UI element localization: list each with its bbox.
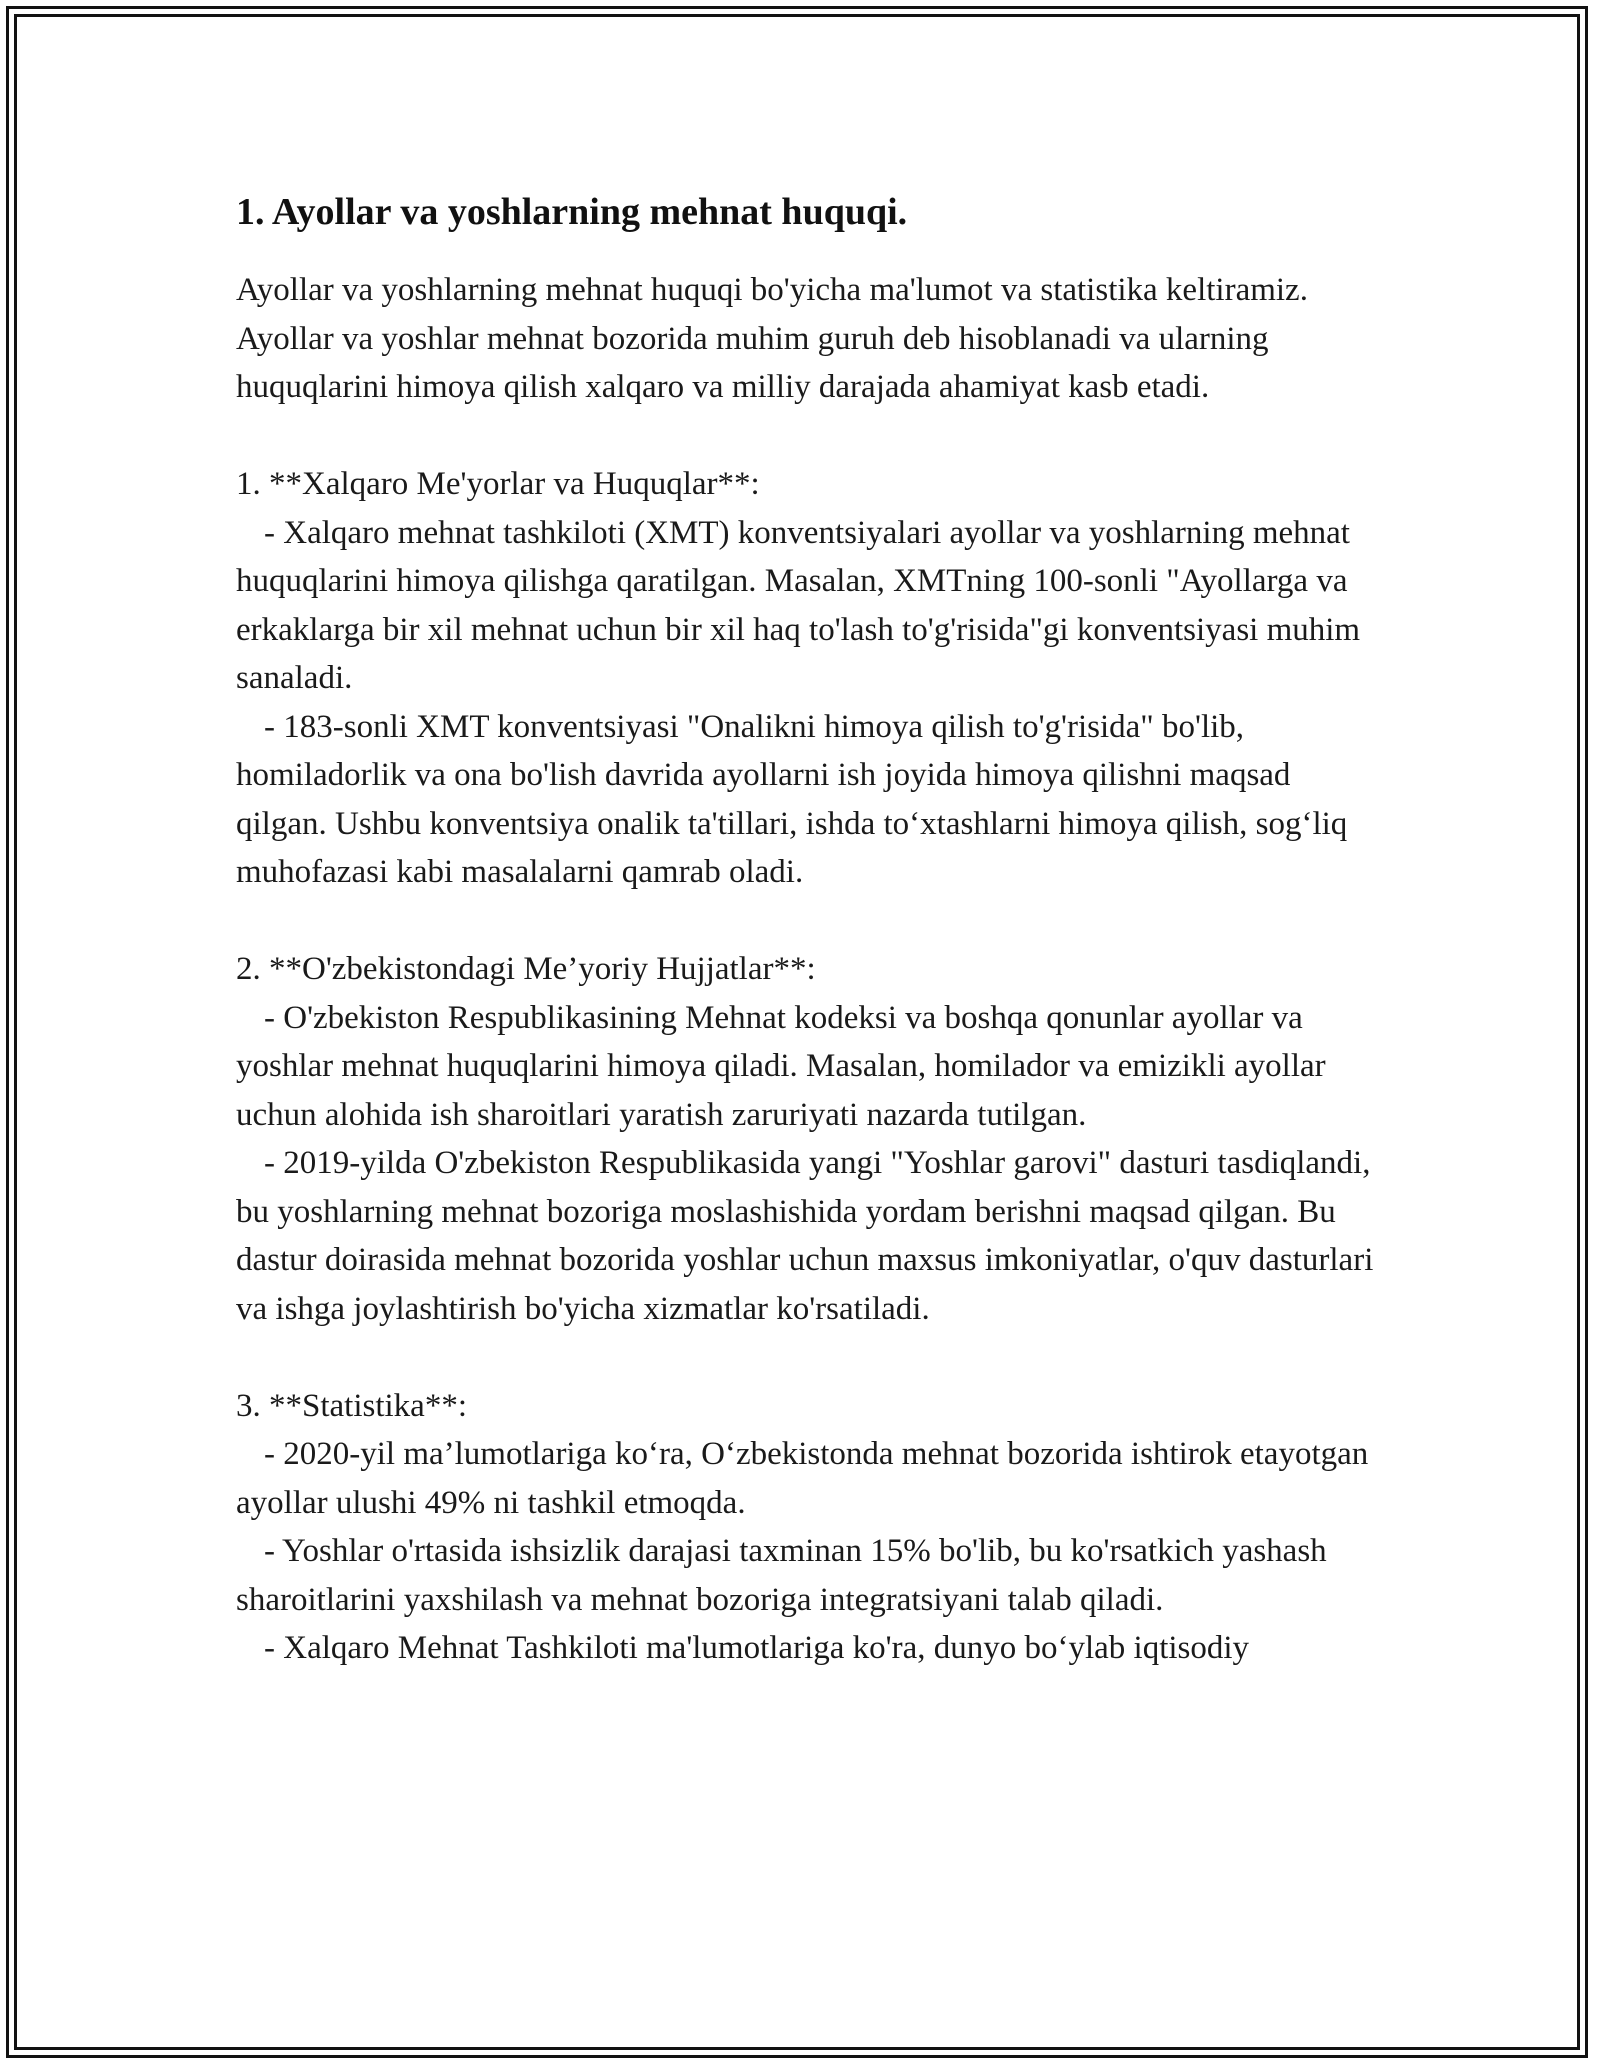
bullet-item: - 2020-yil ma’lumotlariga ko‘ra, O‘zbekistonda mehnat bozorida ishtirok etayotgan ayollar ulushi 49% ni tashkil etmoqda. xyxy=(236,1436,1377,1521)
bullet-item: - 183-sonli XMT konventsiyasi "Onalikni himoya qilish to'g'risida" bo'lib, homiladorlik va ona bo'lish davrida ayollarni ish joyida himoya qilishni maqsad qilgan. Ushbu konventsiya onalik ta'tillari, ishda to‘xtashlarni himoya qilish, sog‘liq muhofazasi kabi masalalarni qamrab oladi. xyxy=(236,708,1356,890)
section-heading: 2. **O'zbekistondagi Me’yoriy Hujjatlar**: xyxy=(236,951,816,987)
spacer xyxy=(236,412,1376,461)
bullet-item: - Xalqaro mehnat tashkiloti (XMT) konventsiyalari ayollar va yoshlarning mehnat huquqlarini himoya qilishga qaratilgan. Masalan, XMTning 100-sonli "Ayollarga va erkaklarga bir xil mehnat uchun bir xil haq to'lash to'g'risida"gi konventsiyasi muhim sanaladi. xyxy=(236,514,1369,696)
spacer xyxy=(236,1333,1376,1382)
section-heading: 1. **Xalqaro Me'yorlar va Huquqlar**: xyxy=(236,466,760,502)
bullet-item: - Xalqaro Mehnat Tashkiloti ma'lumotlariga ko'ra, dunyo bo‘ylab iqtisodiy xyxy=(264,1630,1250,1666)
page-title: 1. Ayollar va yoshlarning mehnat huquqi. xyxy=(236,191,908,233)
bullet-item: - O'zbekiston Respublikasining Mehnat kodeksi va boshqa qonunlar ayollar va yoshlar mehnat huquqlarini himoya qiladi. Masalan, homilador va emizikli ayollar uchun alohida ish sharoitlari yaratish zaruriyati nazarda tutilgan. xyxy=(236,999,1334,1133)
section-heading: 3. **Statistika**: xyxy=(236,1387,467,1424)
bullet-item: - 2019-yilda O'zbekiston Respublikasida yangi "Yoshlar garovi" dasturi tasdiqlandi, bu yoshlarning mehnat bozoriga moslashishida yordam berishni maqsad qilgan. Bu dastur doirasida mehnat bozorida yoshlar uchun maxsus imkoniyatlar, o'quv dasturlari va ishga joylashtirish bo'yicha xizmatlar ko'rsatiladi. xyxy=(236,1145,1382,1327)
intro-paragraph: Ayollar va yoshlarning mehnat huquqi bo'yicha ma'lumot va statistika keltiramiz. Ayollar va yoshlar mehnat bozorida muhim guruh deb hisoblanadi va ularning huquqlarini himoya qilish xalqaro va milliy darajada ahamiyat kasb etadi. xyxy=(236,272,1315,405)
bullet-item: - Yoshlar o'rtasida ishsizlik darajasi taxminan 15% bo'lib, bu ko'rsatkich yashash sharoitlarini yaxshilash va mehnat bozoriga integratsiyani talab qiladi. xyxy=(236,1533,1335,1618)
document-body xyxy=(236,188,1382,1673)
section-international-norms xyxy=(236,460,1376,897)
section-statistics xyxy=(236,1382,1376,1673)
section-uzbekistan-regulations xyxy=(236,945,1382,1333)
spacer xyxy=(236,897,1376,946)
